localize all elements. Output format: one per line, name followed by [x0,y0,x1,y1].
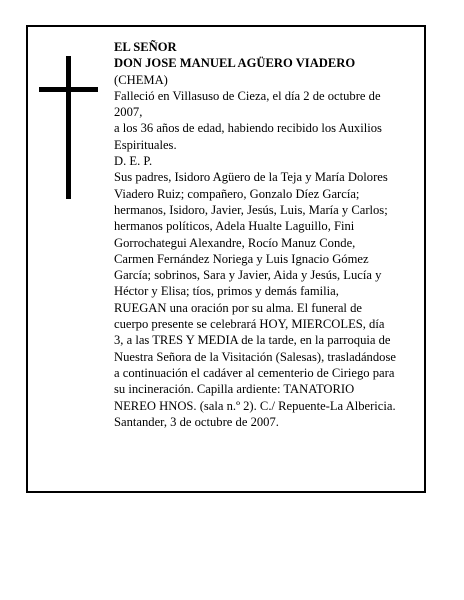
age-line-1: a los 36 años de edad, habiendo recibido los Auxilios [114,121,382,136]
nickname: (CHEMA) [114,72,168,87]
family-line: hermanos, Isidoro, Javier, Jesús, Luis, María y Carlos; [114,202,388,217]
funeral-line: cuerpo presente se celebrará HOY, MIERCOLES, día [114,317,385,332]
death-line-1: Falleció en Villasuso de Cieza, el día 2 de octubre de [114,88,381,103]
funeral-line: RUEGAN una oración por su alma. El funeral de [114,300,362,315]
notice-body [114,39,414,430]
closing-place-date: Santander, 3 de octubre de 2007. [114,414,279,429]
family-line: Carmen Fernández Noriega y Luis Ignacio Gómez [114,251,369,266]
funeral-line: Nuestra Señora de la Visitación (Salesas), trasladándose [114,349,396,364]
cross-horizontal-bar [39,87,98,92]
deceased-name: DON JOSE MANUEL AGÜERO VIADERO [114,56,356,71]
family-line: hermanos políticos, Adela Hualte Laguillo, Fini [114,219,355,234]
death-line-2: 2007, [114,105,143,120]
funeral-line: 3, a las TRES Y MEDIA de la tarde, en la parroquia de [114,333,391,348]
dep: D. E. P. [114,154,153,169]
cross-vertical-bar [66,56,71,199]
funeral-line: NEREO HNOS. (sala n.º 2). C./ Repuente-La Albericia. [114,398,396,413]
age-line-2: Espirituales. [114,137,177,152]
funeral-line: su incineración. Capilla ardiente: TANATORIO [114,382,355,397]
cross-icon [28,27,29,28]
family-line: Sus padres, Isidoro Agüero de la Teja y María Dolores [114,170,388,185]
family-line: García; sobrinos, Sara y Javier, Aida y Jesús, Lucía y [114,268,382,283]
title-line-1: EL SEÑOR [114,40,177,54]
family-line: Héctor y Elisa; tíos, primos y demás familia, [114,284,339,299]
funeral-line: a continuación el cadáver al cementerio de Ciriego para [114,365,395,380]
family-line: Gorrochategui Alexandre, Rocío Manuz Conde, [114,235,356,250]
obituary-notice [26,25,426,493]
family-line: Viadero Ruiz; compañero, Gonzalo Díez García; [114,186,360,201]
